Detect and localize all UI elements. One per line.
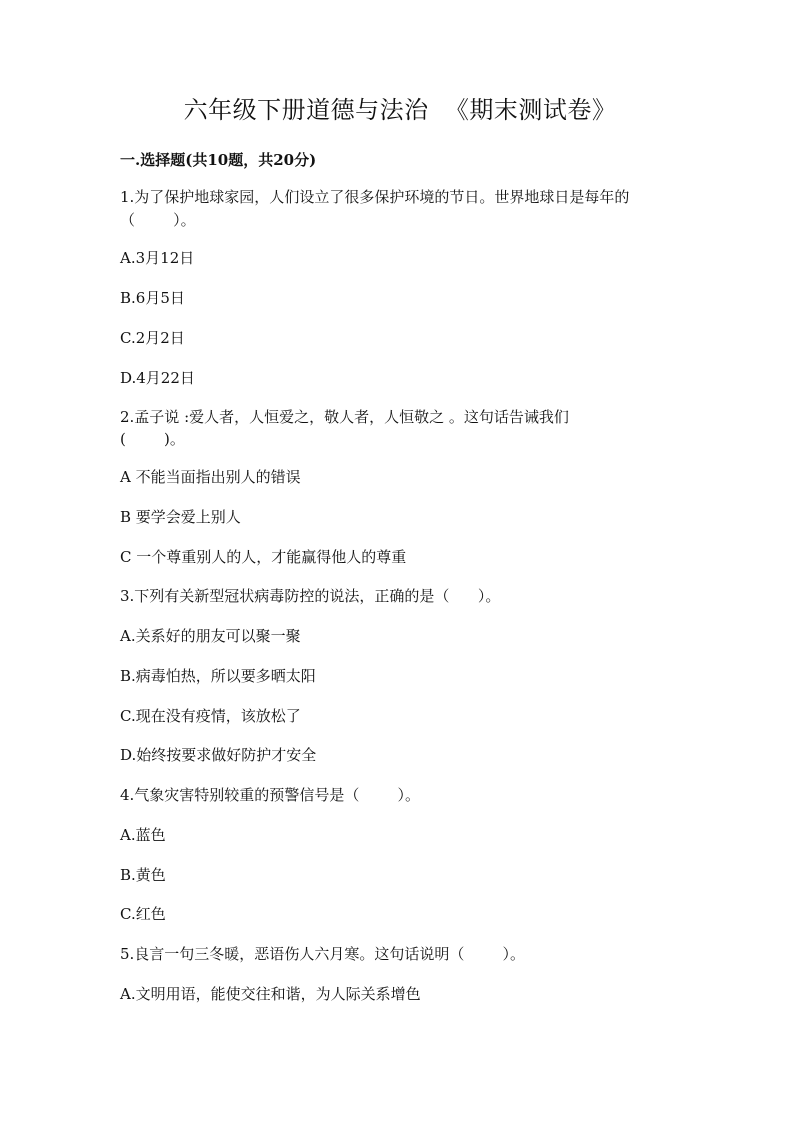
question-3-option-c: C.现在没有疫情，该放松了 bbox=[120, 707, 301, 725]
question-2-stem-line2: ( )。 bbox=[120, 430, 185, 448]
question-2-option-c: C 一个尊重别人的人，才能赢得他人的尊重 bbox=[120, 548, 407, 566]
question-2-stem-line1: 2.孟子说 :爱人者，人恒爱之，敬人者，人恒敬之 。这句话告诫我们 bbox=[120, 408, 569, 426]
question-4-option-b: B.黄色 bbox=[120, 866, 166, 884]
section-heading: 一.选择题(共10题，共20分) bbox=[120, 151, 317, 169]
question-3-option-a: A.关系好的朋友可以聚一聚 bbox=[120, 627, 301, 645]
question-4-stem: 4.气象灾害特别较重的预警信号是（ ）。 bbox=[120, 786, 420, 804]
page-title: 六年级下册道德与法治 《期末测试卷》 bbox=[183, 96, 617, 124]
question-5-option-a: A.文明用语，能使交往和谐，为人际关系增色 bbox=[120, 985, 421, 1003]
question-5-stem: 5.良言一句三冬暖，恶语伤人六月寒。这句话说明（ ）。 bbox=[120, 945, 525, 963]
question-1-option-b: B.6月5日 bbox=[120, 289, 185, 307]
question-1-option-d: D.4月22日 bbox=[120, 369, 195, 387]
question-1-option-c: C.2月2日 bbox=[120, 329, 185, 347]
question-2-option-b: B 要学会爱上别人 bbox=[120, 508, 241, 526]
question-3-option-d: D.始终按要求做好防护才安全 bbox=[120, 746, 317, 764]
question-2-option-a: A 不能当面指出别人的错误 bbox=[120, 468, 301, 486]
question-1-stem-line1: 1.为了保护地球家园，人们设立了很多保护环境的节日。世界地球日是每年的 bbox=[120, 188, 630, 206]
question-4-option-c: C.红色 bbox=[120, 905, 166, 923]
question-3-option-b: B.病毒怕热，所以要多晒太阳 bbox=[120, 667, 316, 685]
question-1-stem-line2: （ ）。 bbox=[120, 211, 196, 229]
question-3-stem: 3.下列有关新型冠状病毒防控的说法，正确的是（ ）。 bbox=[120, 587, 501, 605]
question-4-option-a: A.蓝色 bbox=[120, 826, 166, 844]
question-1-option-a: A.3月12日 bbox=[120, 249, 195, 267]
